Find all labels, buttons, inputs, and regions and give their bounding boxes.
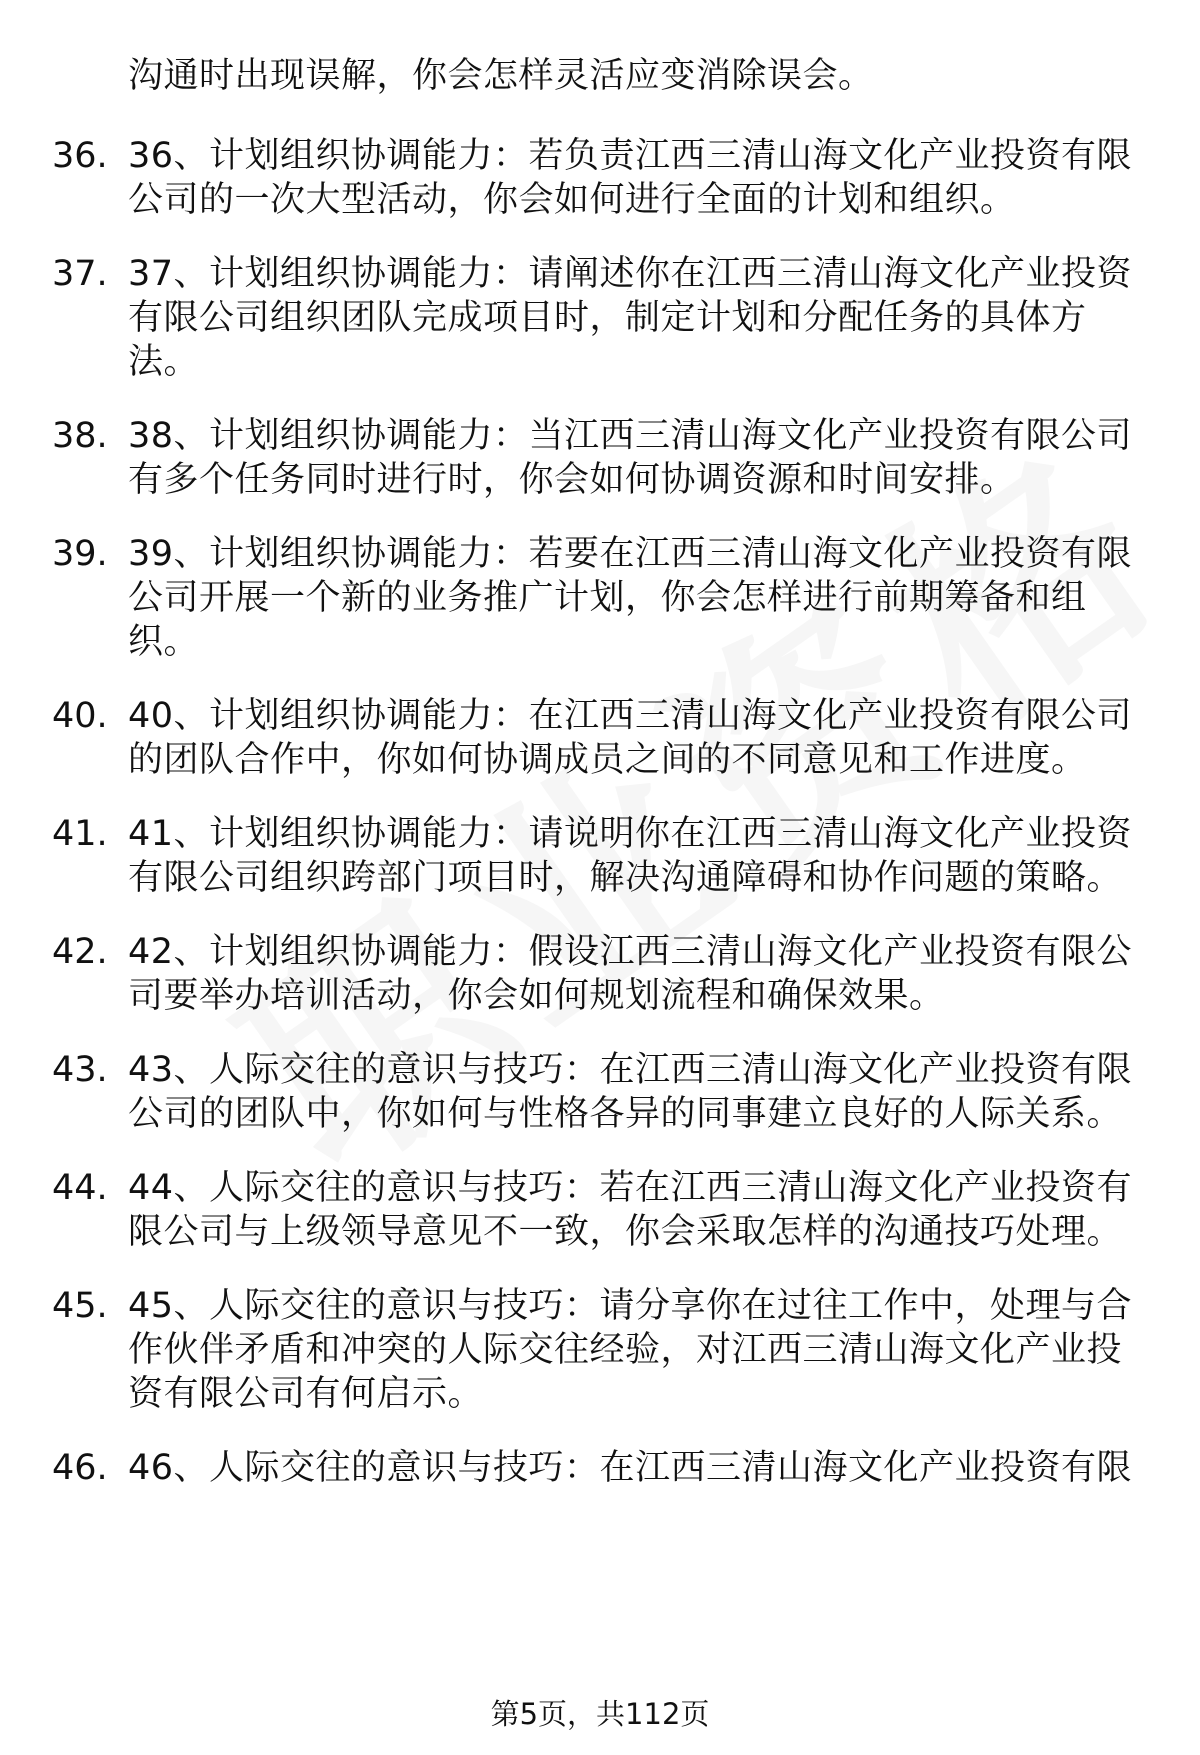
question-line: 作伙伴矛盾和冲突的人际交往经验，对江西三清山海文化产业投	[128, 1330, 1123, 1370]
question-line: 织。	[128, 622, 200, 662]
question-number: 36.	[52, 136, 108, 176]
question-line: 41、计划组织协调能力：请说明你在江西三清山海文化产业投资	[128, 814, 1133, 854]
question-line: 38、计划组织协调能力：当江西三清山海文化产业投资有限公司	[128, 416, 1133, 456]
question-line: 公司的一次大型活动，你会如何进行全面的计划和组织。	[128, 180, 1016, 220]
question-line: 有限公司组织团队完成项目时，制定计划和分配任务的具体方	[128, 298, 1087, 338]
question-line: 有多个任务同时进行时，你会如何协调资源和时间安排。	[128, 460, 1016, 500]
question-number: 43.	[52, 1050, 108, 1090]
question-line: 43、人际交往的意识与技巧：在江西三清山海文化产业投资有限	[128, 1050, 1133, 1090]
question-line: 44、人际交往的意识与技巧：若在江西三清山海文化产业投资有	[128, 1168, 1133, 1208]
question-line: 法。	[128, 342, 200, 382]
question-line: 资有限公司有何启示。	[128, 1374, 484, 1414]
question-line: 有限公司组织跨部门项目时，解决沟通障碍和协作问题的策略。	[128, 858, 1123, 898]
question-number: 40.	[52, 696, 108, 736]
question-number: 42.	[52, 932, 108, 972]
question-line: 限公司与上级领导意见不一致，你会采取怎样的沟通技巧处理。	[128, 1212, 1123, 1252]
question-line: 46、人际交往的意识与技巧：在江西三清山海文化产业投资有限	[128, 1448, 1133, 1488]
question-line: 45、人际交往的意识与技巧：请分享你在过往工作中，处理与合	[128, 1286, 1133, 1326]
question-number: 45.	[52, 1286, 108, 1326]
question-number: 37.	[52, 254, 108, 294]
question-line: 的团队合作中，你如何协调成员之间的不同意见和工作进度。	[128, 740, 1087, 780]
question-number: 46.	[52, 1448, 108, 1488]
question-line: 40、计划组织协调能力：在江西三清山海文化产业投资有限公司	[128, 696, 1133, 736]
question-number: 41.	[52, 814, 108, 854]
question-line: 沟通时出现误解，你会怎样灵活应变消除误会。	[128, 56, 874, 96]
question-line: 39、计划组织协调能力：若要在江西三清山海文化产业投资有限	[128, 534, 1133, 574]
question-number: 38.	[52, 416, 108, 456]
question-line: 公司开展一个新的业务推广计划，你会怎样进行前期筹备和组	[128, 578, 1087, 618]
question-line: 37、计划组织协调能力：请阐述你在江西三清山海文化产业投资	[128, 254, 1133, 294]
question-number: 44.	[52, 1168, 108, 1208]
question-line: 司要举办培训活动，你会如何规划流程和确保效果。	[128, 976, 945, 1016]
question-line: 36、计划组织协调能力：若负责江西三清山海文化产业投资有限	[128, 136, 1133, 176]
page-footer: 第5页，共112页	[490, 1697, 710, 1731]
question-line: 公司的团队中，你如何与性格各异的同事建立良好的人际关系。	[128, 1094, 1123, 1134]
question-number: 39.	[52, 534, 108, 574]
question-line: 42、计划组织协调能力：假设江西三清山海文化产业投资有限公	[128, 932, 1133, 972]
